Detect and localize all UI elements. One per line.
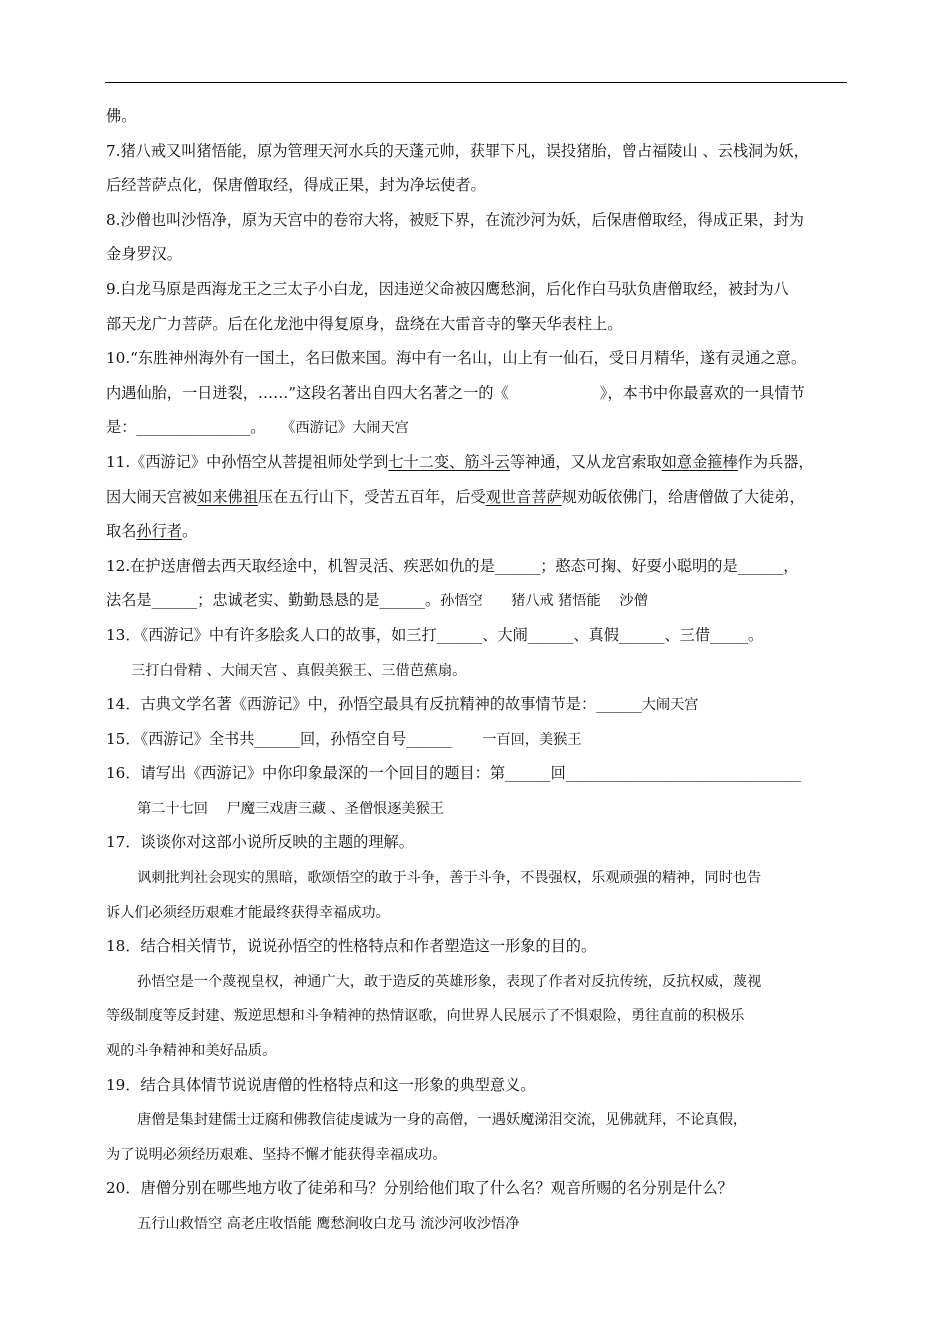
text-segment: 作为兵器，	[737, 452, 814, 471]
text-segment: 16．请写出《西游记》中你印象最深的一个回目的题目：第______回	[106, 764, 566, 783]
text-line	[106, 587, 854, 622]
text-line	[106, 829, 854, 864]
text-line	[106, 1002, 854, 1037]
text-line	[106, 207, 854, 242]
text-line	[106, 1175, 854, 1210]
text-line	[106, 449, 854, 484]
text-segment: 因大闹天宫被	[106, 487, 198, 506]
answer-text: 大闹天宫	[641, 697, 699, 714]
text-segment: 19．结合具体情节说说唐僧的性格特点和这一形象的典型意义。	[106, 1075, 536, 1094]
underlined-answer: 七十二变、筋斗云	[388, 452, 510, 471]
text-segment: 17．谈谈你对这部小说所反映的主题的理解。	[106, 833, 414, 852]
text-line	[106, 241, 854, 276]
text-segment: 13．《西游记》中有许多脍炙人口的故事，如三打______、大闹______、真假______、三借_____。	[106, 625, 764, 644]
answer-blank: _______________	[136, 418, 251, 437]
answer-blank: _______________________________	[565, 764, 802, 783]
text-line	[106, 622, 854, 657]
text-line	[106, 276, 854, 311]
underlined-answer: 孙行者	[136, 522, 182, 541]
text-line	[106, 484, 854, 519]
answer-text: 观的斗争精神和美好品质。	[106, 1043, 277, 1060]
text-segment: 内遇仙胎，一日迸裂，……”这段名著出自四大名著之一的《 》，本书中你最喜欢的一具情节	[106, 383, 805, 402]
text-segment: 。	[250, 418, 289, 437]
text-line	[106, 553, 854, 588]
answer-text: 诉人们必须经历艰难才能最终获得幸福成功。	[106, 904, 390, 921]
text-line	[106, 1106, 854, 1141]
text-line	[106, 760, 854, 795]
answer-text: 《西游记》大闹天宫	[288, 420, 409, 437]
text-segment: 金身罗汉。	[106, 245, 182, 264]
text-line	[106, 345, 854, 380]
text-segment: 后经菩萨点化，保唐僧取经，得成正果，封为净坛使者。	[106, 176, 486, 195]
text-line	[106, 103, 854, 138]
text-segment: 10.“东胜神州海外有一国土，名曰傲来国。海中有一名山，山上有一仙石，受日月精华，遂有灵通之意。	[106, 349, 807, 368]
text-line	[106, 1210, 854, 1245]
text-segment: 15．《西游记》全书共______回，孙悟空自号______	[106, 729, 483, 748]
answer-text: 第二十七回 尸魔三戏唐三藏 、圣僧恨逐美猴王	[137, 800, 444, 817]
text-segment: 部天龙广力菩萨。后在化龙池中得复原身，盘绕在大雷音寺的擎天华表柱上。	[106, 314, 623, 333]
text-segment: 佛。	[106, 107, 137, 125]
text-line	[106, 518, 854, 553]
document-body	[106, 103, 854, 1245]
text-segment: 规劝皈依佛门，给唐僧做了大徒弟，	[561, 487, 805, 506]
text-segment: 7.猪八戒又叫猪悟能，原为管理天河水兵的天蓬元帅，获罪下凡，误投猪胎，曾占福陵山 、云栈洞为妖，	[106, 141, 809, 160]
text-line	[106, 1141, 854, 1176]
text-segment: 9.白龙马原是西海龙王之三太子小白龙，因违逆父命被囚鹰愁涧，后化作白马驮负唐僧取经，被封为八	[106, 279, 789, 298]
text-segment: 20．唐僧分别在哪些地方收了徒弟和马？分别给他们取了什么名？观音所赐的名分别是什么？	[106, 1179, 733, 1198]
text-line	[106, 968, 854, 1003]
text-segment: 等神通，又从龙宫索取	[509, 452, 662, 471]
text-line	[106, 864, 854, 899]
text-line	[106, 172, 854, 207]
answer-text: 为了说明必须经历艰难、坚持不懈才能获得幸福成功。	[106, 1146, 447, 1163]
answer-text: 三打白骨精 、大闹天宫 、真假美猴王、三借芭蕉扇。	[131, 662, 467, 679]
text-line	[106, 138, 854, 173]
underlined-answer: 如来佛祖	[197, 487, 258, 506]
answer-text: 孙悟空是一个蔑视皇权，神通广大，敢于造反的英雄形象，表现了作者对反抗传统，反抗权威，蔑视	[137, 973, 762, 990]
text-segment: 11.《西游记》中孙悟空从菩提祖师处学到	[106, 452, 389, 471]
text-segment: 法名是______；忠诚老实、勤勤恳恳的是______。	[106, 591, 441, 610]
text-line	[106, 899, 854, 934]
underlined-answer: 观世音菩萨	[485, 487, 562, 506]
text-line	[106, 380, 854, 415]
text-segment: 取名	[106, 522, 137, 541]
text-segment: 是：	[106, 418, 137, 437]
text-line	[106, 933, 854, 968]
text-segment: 8.沙僧也叫沙悟净，原为天宫中的卷帘大将，被贬下界，在流沙河为妖，后保唐僧取经，得成正果，封为	[106, 210, 804, 229]
text-line	[106, 691, 854, 726]
answer-text: 唐僧是集封建儒士迂腐和佛教信徒虔诚为一身的高僧，一遇妖魔涕泪交流，见佛就拜，不论真假，	[137, 1112, 748, 1129]
text-segment: 12.在护送唐僧去西天取经途中，机智灵活、疾恶如仇的是______；憨态可掬、好耍小聪明的是______，	[106, 556, 799, 575]
text-line	[106, 1037, 854, 1072]
answer-text: 五行山救悟空 高老庄收悟能 鹰愁涧收白龙马 流沙河收沙悟净	[137, 1216, 520, 1232]
text-line	[106, 657, 854, 692]
text-line	[106, 414, 854, 449]
answer-text: 孙悟空 猪八戒 猪悟能 沙僧	[440, 593, 648, 610]
text-segment: 18．结合相关情节，说说孙悟空的性格特点和作者塑造这一形象的目的。	[106, 937, 597, 956]
text-line	[106, 1072, 854, 1107]
answer-text: 等级制度等反封建、叛逆思想和斗争精神的热情讴歌，向世界人民展示了不惧艰险，勇往直前的积极乐	[106, 1008, 745, 1025]
answer-text: 讽刺批判社会现实的黑暗，歌颂悟空的敢于斗争，善于斗争，不畏强权，乐观顽强的精神，同时也告	[137, 870, 762, 887]
header-rule	[105, 82, 847, 83]
underlined-answer: 如意金箍棒	[661, 452, 738, 471]
text-line	[106, 311, 854, 346]
text-segment: 14．古典文学名著《西游记》中，孙悟空最具有反抗精神的故事情节是：______	[106, 695, 642, 714]
text-segment: 压在五行山下，受苦五百年，后受	[257, 487, 486, 506]
text-segment: 。	[181, 522, 198, 541]
text-line	[106, 795, 854, 830]
text-line	[106, 726, 854, 761]
answer-text: 一百回，美猴王	[482, 731, 582, 748]
